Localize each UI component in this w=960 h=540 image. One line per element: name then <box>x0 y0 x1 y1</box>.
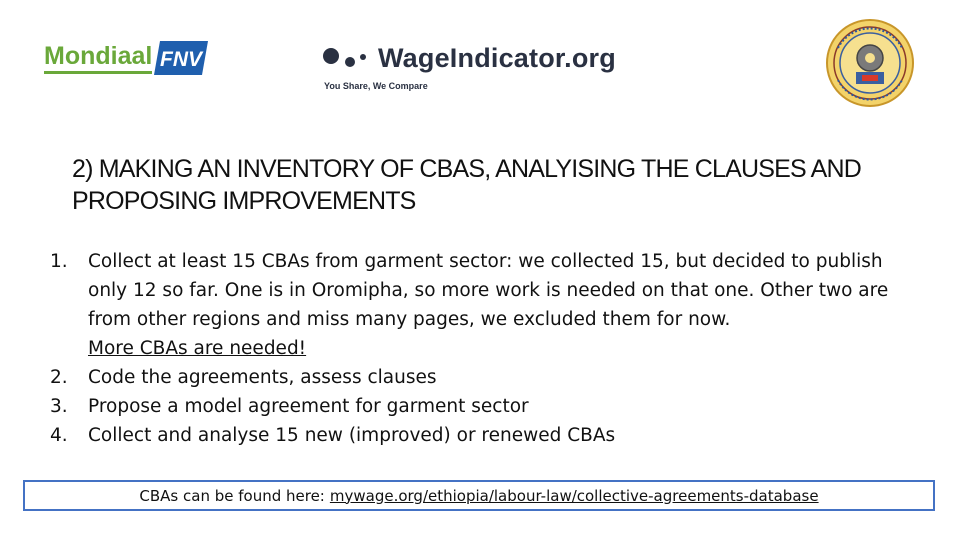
list-item-text: Propose a model agreement for garment sector <box>88 396 529 417</box>
task-list <box>50 247 910 450</box>
wageindicator-logo <box>322 40 642 96</box>
list-item-number: 1. <box>50 251 68 272</box>
fnv-logo-text: FNV <box>160 48 203 71</box>
source-box <box>23 480 935 511</box>
mondiaal-logo-text: Mondiaal <box>44 42 152 74</box>
list-item-emphasis: More CBAs are needed! <box>88 338 307 359</box>
list-item <box>50 363 910 392</box>
list-item-text: Code the agreements, assess clauses <box>88 367 437 388</box>
source-prefix: CBAs can be found here: <box>139 486 325 505</box>
list-item-number: 4. <box>50 425 68 446</box>
mondiaal-fnv-logo <box>44 36 210 80</box>
database-link[interactable]: mywage.org/ethiopia/labour-law/collective-agreements-database <box>329 486 819 505</box>
list-item <box>50 247 910 363</box>
list-item-number: 2. <box>50 367 68 388</box>
slide-title: 2) MAKING AN INVENTORY OF CBAS, ANALYISING THE CLAUSES AND PROPOSING IMPROVEMENTS <box>72 155 862 215</box>
fnv-badge-icon <box>154 39 210 77</box>
list-item-number: 3. <box>50 396 68 417</box>
list-item <box>50 392 910 421</box>
wageindicator-name: WageIndicator.org <box>378 43 616 73</box>
wageindicator-tagline: You Share, We Compare <box>324 81 428 91</box>
union-seal-icon <box>824 18 916 108</box>
list-item-text: Collect at least 15 CBAs from garment sector: we collected 15, but decided to publish only 12 so far. One is in Oromipha, so more work is needed on that one. Other two are from other regions and miss many pages, we excluded them for now. <box>88 251 889 330</box>
list-item-text: Collect and analyse 15 new (improved) or renewed CBAs <box>88 425 616 446</box>
list-item <box>50 421 910 450</box>
wageindicator-dots-icon <box>322 42 382 72</box>
